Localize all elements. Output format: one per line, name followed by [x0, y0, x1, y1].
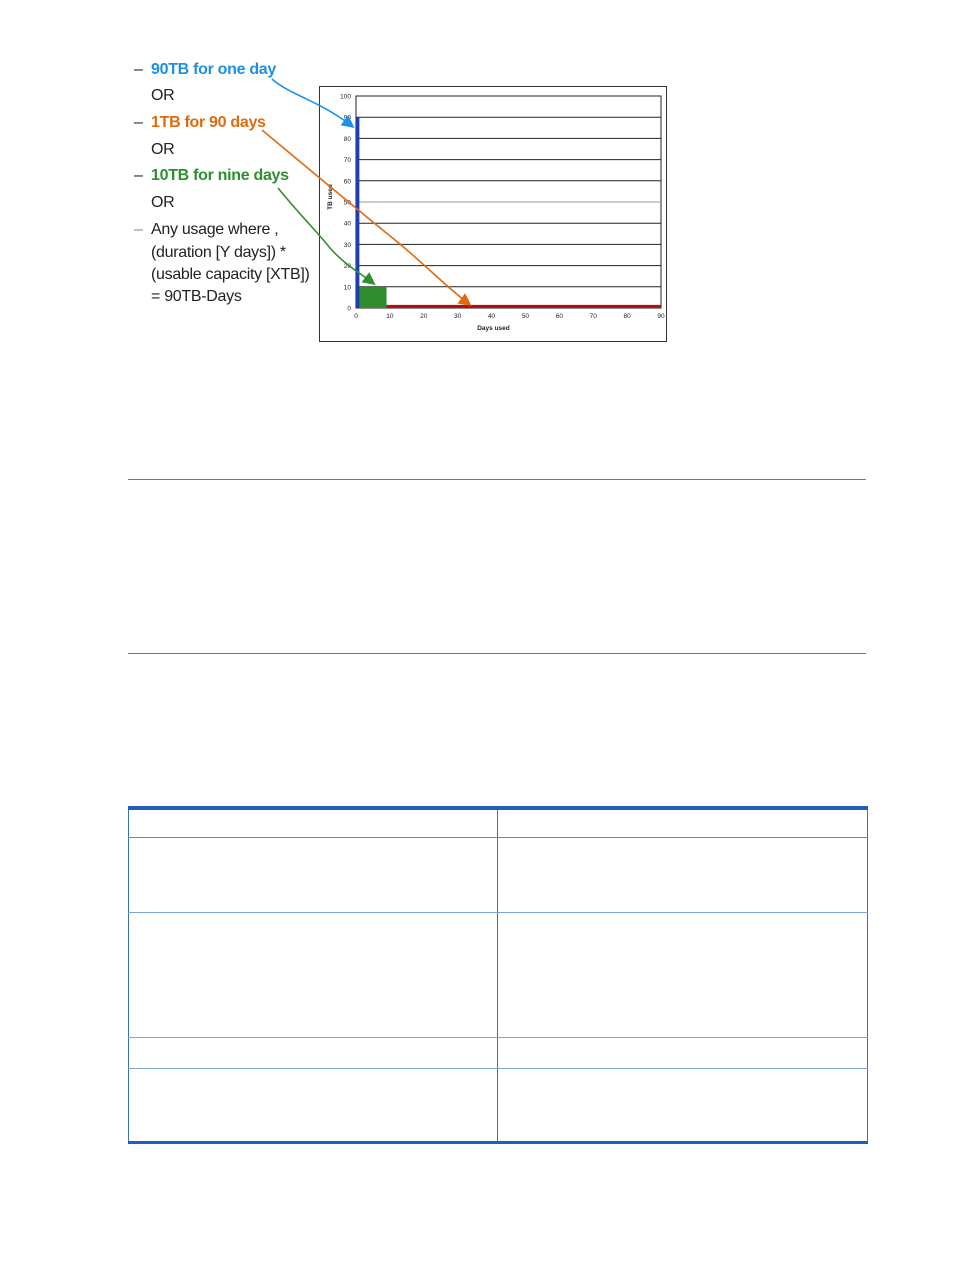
formula-line-1: Any usage where , [151, 221, 279, 238]
x-tick-label: 20 [420, 313, 428, 320]
y-tick-label: 10 [343, 284, 351, 292]
x-axis-label: Days used [477, 325, 510, 332]
table-row [129, 838, 868, 913]
table-header-cell [498, 808, 868, 838]
list-dash: – [134, 114, 143, 131]
list-text-1tb-90-days: 1TB for 90 days [151, 114, 266, 131]
table-cell [498, 838, 868, 913]
list-text-90tb-one-day: 90TB for one day [151, 61, 277, 78]
formula-line-4: = 90TB-Days [151, 288, 242, 305]
y-tick-label: 30 [343, 241, 351, 249]
list-dash: – [134, 61, 143, 78]
y-tick-label: 70 [343, 157, 351, 165]
divider-rule-bottom [128, 653, 866, 654]
table-header-cell [129, 808, 498, 838]
y-tick-label: 80 [343, 135, 351, 143]
y-tick-label: 40 [343, 220, 351, 228]
y-tick-label: 100 [340, 93, 351, 101]
x-tick-label: 30 [454, 313, 462, 320]
x-tick-label: 50 [521, 313, 530, 320]
table-cell [129, 838, 498, 913]
series-bar-10tb-9-days [356, 287, 387, 308]
x-tick-label: 80 [623, 313, 631, 320]
or-text: OR [151, 87, 175, 104]
y-tick-label: 50 [343, 199, 351, 207]
y-axis-label: TB used [327, 184, 334, 210]
or-text: OR [151, 141, 175, 158]
x-tick-label: 40 [487, 313, 496, 320]
table-cell [129, 1069, 498, 1143]
x-tick-label: 10 [386, 313, 394, 320]
table-row [129, 1069, 868, 1143]
series-bar-90tb-1-day [356, 117, 359, 308]
tb-days-chart [319, 86, 667, 342]
table-row [129, 913, 868, 1038]
list-dash: – [134, 221, 143, 238]
chart-svg [320, 87, 666, 341]
formula-line-3: (usable capacity [XTB]) [151, 266, 310, 283]
info-table [128, 806, 868, 1144]
or-text: OR [151, 194, 175, 211]
table-row [129, 1038, 868, 1069]
divider-rule-top [128, 479, 866, 480]
x-tick-label: 70 [589, 313, 597, 320]
list-dash: – [134, 167, 143, 184]
list-text-10tb-nine-days: 10TB for nine days [151, 167, 289, 184]
x-tick-label: 60 [555, 313, 563, 320]
y-tick-label: 20 [343, 263, 351, 271]
y-tick-label: 60 [343, 178, 351, 186]
table-cell [498, 1038, 868, 1069]
formula-line-2: (duration [Y days]) * [151, 244, 286, 261]
y-tick-label: 90 [343, 114, 351, 122]
table-header-row [129, 808, 868, 838]
table-cell [498, 913, 868, 1038]
x-tick-label: 0 [354, 313, 358, 320]
series-bar-1tb-90-days [356, 305, 661, 308]
x-tick-label: 90 [657, 313, 665, 320]
table-cell [129, 913, 498, 1038]
y-tick-label: 0 [347, 305, 351, 313]
table-cell [498, 1069, 868, 1143]
table-cell [129, 1038, 498, 1069]
